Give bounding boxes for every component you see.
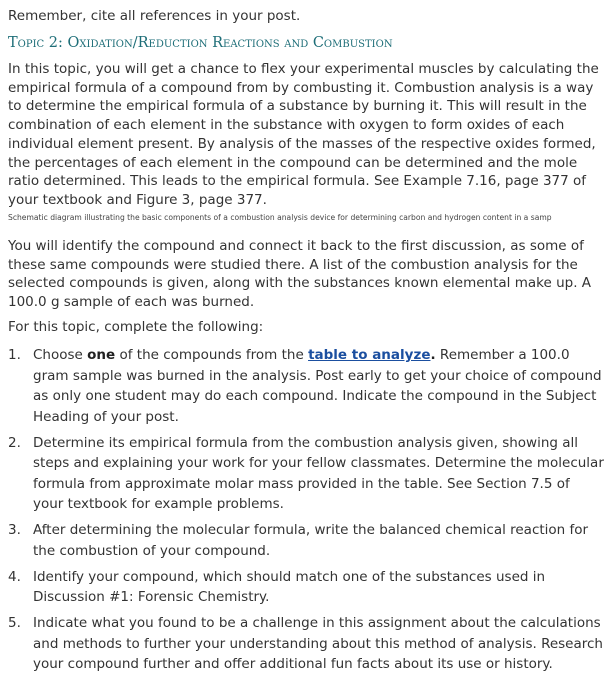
- intro-paragraph: In this topic, you will get a chance to flex your experimental muscles by calculating the empirical formula of a compound from by combusting it. Combustion analysis is a way to determine the empirical formula of a substance by burning it. This will result in the combination of each element in the substance with oxygen to form oxides of each individual element present. By analysis of the masses of the respective oxides formed, the percentages of each element in the compound can be determined and the mole ratio determined. This leads to the empirical formula. See Example 7.16, page 377 of your textbook and Figure 3, page 377.: [8, 61, 599, 208]
- list-number: 4.: [8, 568, 21, 585]
- step-text: Indicate what you found to be a challenge in this assignment about the calculations and methods to further your understanding about this method of analysis. Research your compound further and offer additional fun facts about its use or history.: [33, 615, 603, 672]
- list-item: [8, 520, 604, 561]
- step-text: .: [430, 347, 436, 363]
- step-text: After determining the molecular formula, write the balanced chemical reaction for the combustion of your compound.: [33, 522, 589, 559]
- list-number: 3.: [8, 522, 21, 538]
- step-text: of the compounds from the: [115, 347, 309, 363]
- list-item: [8, 433, 604, 515]
- reminder-text: Remember, cite all references in your post.: [8, 8, 301, 24]
- instruction-list: [8, 345, 604, 680]
- table-to-analyze-link[interactable]: table to analyze: [308, 347, 431, 363]
- list-item: [8, 345, 604, 427]
- step-text: Identify your compound, which should match one of the substances used in Discussion #1: Forensic Chemistry.: [33, 568, 546, 605]
- step-text: Choose: [33, 347, 88, 363]
- step-text: Remember a 100.0 gram sample was burned in the analysis. Post early to get your choice of compound as only one student may do each compound. Indicate the compound in the Subject Heading of your post.: [33, 347, 602, 425]
- identify-paragraph: You will identify the compound and connect it back to the first discussion, as some of these same compounds were studied there. A list of the combustion analysis for the selected compounds is given, along with the substances known elemental make up. A 100.0 g sample of each was burned.: [8, 238, 592, 311]
- list-item: [8, 567, 604, 608]
- list-item: [8, 613, 604, 675]
- emphasis-one: one: [87, 347, 116, 363]
- step-text: Determine its empirical formula from the combustion analysis given, showing all steps and explaining your work for your fellow classmates. Determine the molecular formula from approximate molar mass provided in the table. See Section 7.5 of your textbook for example problems.: [33, 434, 604, 512]
- list-number: 5.: [8, 615, 21, 631]
- instructions-heading: For this topic, complete the following:: [8, 319, 264, 335]
- list-number: 1.: [8, 347, 21, 363]
- figure-caption: Schematic diagram illustrating the basic components of a combustion analysis device for determining carbon and hydrogen content in a samp: [8, 213, 552, 222]
- list-number: 2.: [8, 434, 21, 451]
- topic-title: Topic 2: Oxidation/Reduction Reactions and Combustion: [8, 35, 393, 51]
